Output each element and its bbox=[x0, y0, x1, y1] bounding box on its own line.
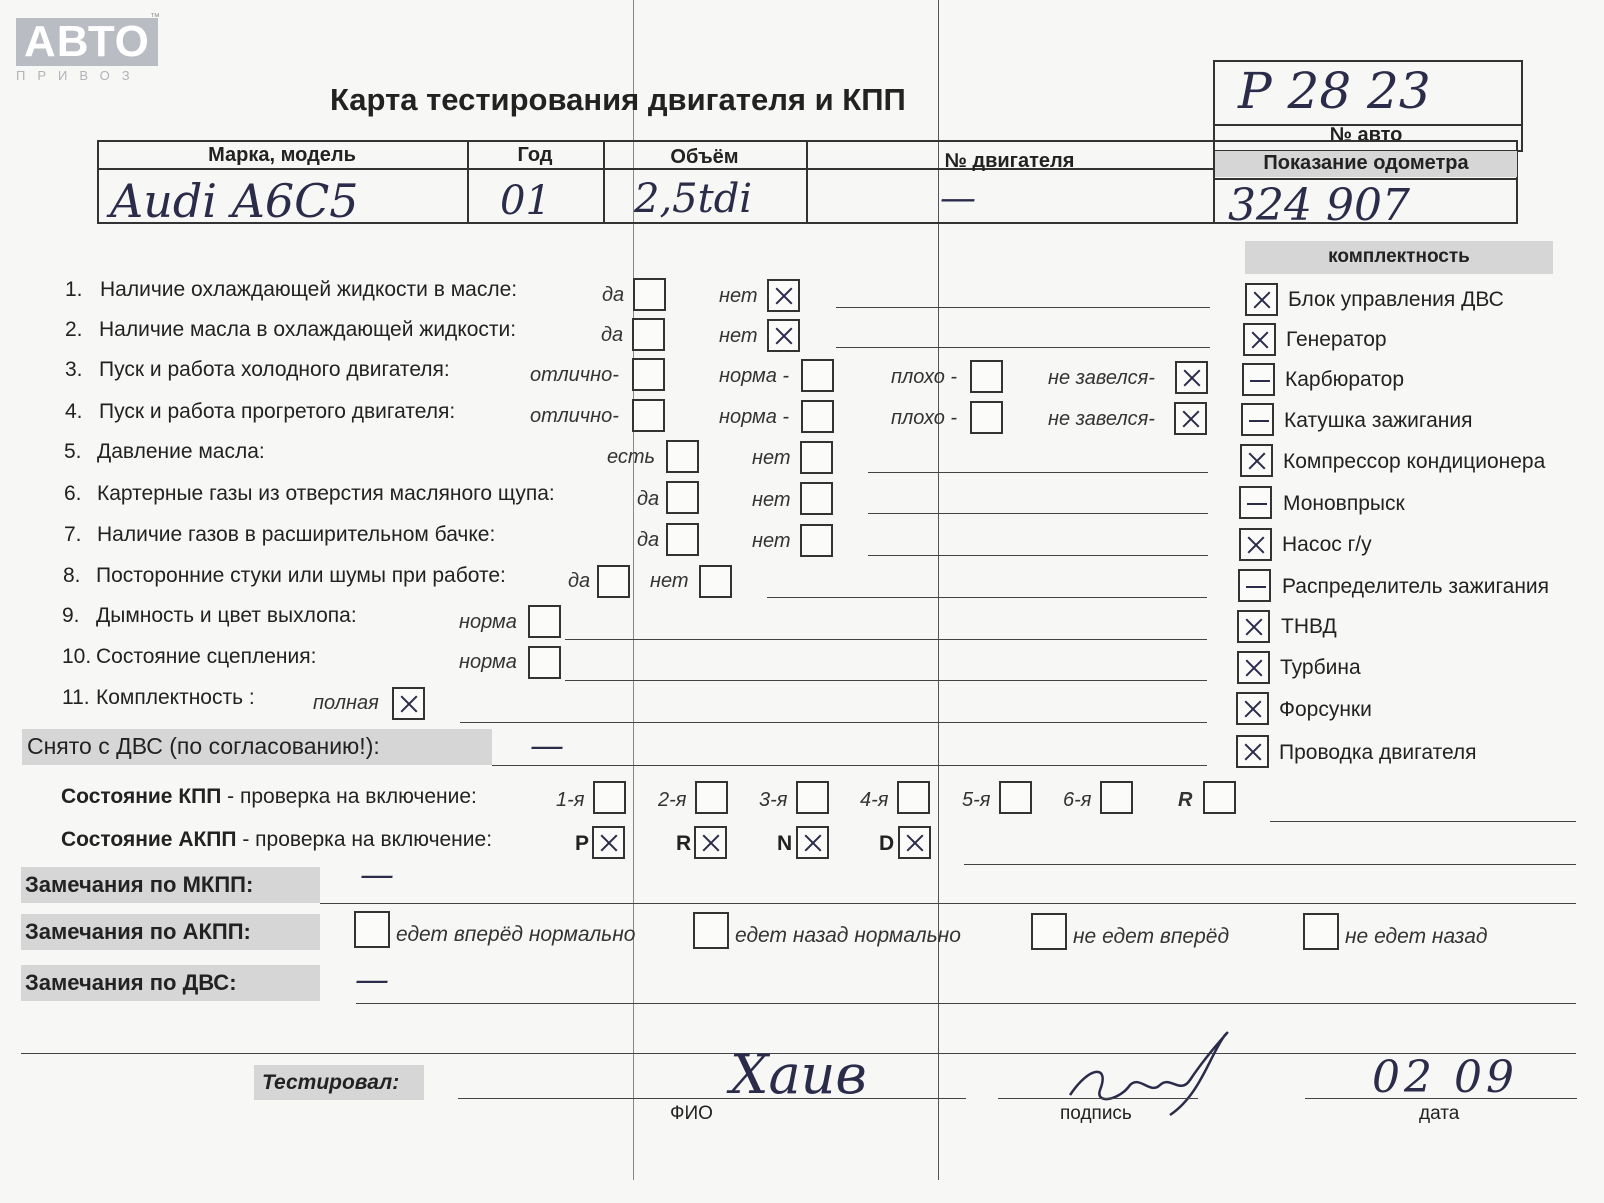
question-text: Комплектность : bbox=[96, 686, 255, 709]
completeness-item-wiring: Проводка двигателя bbox=[1279, 741, 1477, 764]
completeness-checkbox-distributor[interactable] bbox=[1238, 569, 1271, 602]
kpp-gear-3-checkbox[interactable] bbox=[796, 781, 829, 814]
q4-normal-checkbox[interactable] bbox=[801, 400, 834, 433]
kpp-label-bold: Состояние КПП bbox=[61, 785, 222, 808]
q7-no-checkbox[interactable] bbox=[800, 524, 833, 557]
completeness-checkbox-ps-pump[interactable] bbox=[1239, 528, 1272, 561]
remarks-mkpp-value: — bbox=[360, 855, 394, 895]
completeness-checkbox-generator[interactable] bbox=[1243, 323, 1276, 356]
question-text: Пуск и работа холодного двигателя: bbox=[99, 358, 450, 381]
q6-no-checkbox[interactable] bbox=[800, 482, 833, 515]
auto-number-label: № авто bbox=[1329, 124, 1403, 146]
question-text: Пуск и работа прогретого двигателя: bbox=[99, 400, 456, 423]
completeness-item-injection-pump: ТНВД bbox=[1281, 615, 1337, 638]
gear-label: 4-я bbox=[860, 789, 889, 811]
option-label: норма - bbox=[719, 406, 790, 428]
option-label: нет bbox=[650, 570, 689, 592]
option-label: норма - bbox=[719, 365, 790, 387]
removed-value: — bbox=[530, 726, 564, 766]
q10-normal-checkbox[interactable] bbox=[528, 646, 561, 679]
question-text: Наличие газов в расширительном бачке: bbox=[97, 523, 496, 546]
gear-label: R bbox=[676, 832, 692, 855]
option-label: нет bbox=[719, 285, 758, 307]
completeness-checkbox-ecu[interactable] bbox=[1245, 283, 1278, 316]
volume-label: Объём bbox=[670, 146, 739, 168]
q3-normal-checkbox[interactable] bbox=[801, 359, 834, 392]
option-label: да bbox=[602, 284, 625, 306]
q5-no-checkbox[interactable] bbox=[800, 441, 833, 474]
answer-line bbox=[492, 765, 1207, 766]
gear-label: 3-я bbox=[759, 789, 788, 811]
answer-line bbox=[964, 864, 1576, 865]
completeness-checkbox-wiring[interactable] bbox=[1236, 735, 1269, 768]
completeness-checkbox-carburetor[interactable] bbox=[1242, 363, 1275, 396]
logo-sub: ПРИВОЗ bbox=[16, 68, 142, 83]
remarks-akpp-label: Замечания по АКПП: bbox=[25, 919, 251, 944]
completeness-item-distributor: Распределитель зажигания bbox=[1282, 575, 1550, 598]
answer-line bbox=[1270, 821, 1576, 822]
question-text: Наличие масла в охлаждающей жидкости: bbox=[99, 318, 517, 341]
akpp-backward-normal-checkbox[interactable] bbox=[693, 912, 729, 949]
page-title: Карта тестирования двигателя и КПП bbox=[330, 82, 906, 117]
akpp-gear-d-checkbox[interactable] bbox=[898, 826, 931, 859]
q2-no-checkbox[interactable] bbox=[767, 319, 800, 352]
option-label: не завелся- bbox=[1048, 408, 1155, 430]
q11-full-checkbox[interactable] bbox=[392, 687, 425, 720]
answer-line bbox=[767, 597, 1207, 598]
option-label: нет bbox=[752, 447, 791, 469]
question-number: 7. bbox=[64, 523, 82, 546]
signature-label: подпись bbox=[1060, 1103, 1132, 1124]
answer-line bbox=[868, 513, 1208, 514]
kpp-gear-2-checkbox[interactable] bbox=[695, 781, 728, 814]
kpp-label bbox=[61, 785, 477, 809]
akpp-label-rest: - проверка на включение: bbox=[236, 828, 493, 851]
fio-line bbox=[458, 1098, 966, 1099]
completeness-checkbox-turbo[interactable] bbox=[1237, 651, 1270, 684]
akpp-gear-p-checkbox[interactable] bbox=[592, 826, 625, 859]
kpp-gear-1-checkbox[interactable] bbox=[593, 781, 626, 814]
q6-yes-checkbox[interactable] bbox=[666, 481, 699, 514]
odometer-label: Показание одометра bbox=[1263, 152, 1469, 174]
gear-label: N bbox=[777, 832, 793, 855]
akpp-no-forward-checkbox[interactable] bbox=[1031, 913, 1067, 950]
question-text: Картерные газы из отверстия масляного щупа: bbox=[97, 482, 555, 505]
q3-excellent-checkbox[interactable] bbox=[632, 358, 665, 391]
remarks-dvs-value: — bbox=[355, 960, 389, 1000]
q9-normal-checkbox[interactable] bbox=[528, 605, 561, 638]
gear-label: P bbox=[575, 832, 590, 855]
option-label: да bbox=[637, 488, 660, 510]
gear-label: 6-я bbox=[1063, 789, 1092, 811]
question-number: 1. bbox=[65, 278, 83, 301]
logo-text: АВТО bbox=[16, 18, 158, 66]
gear-label: 2-я bbox=[658, 789, 687, 811]
q2-yes-checkbox[interactable] bbox=[632, 318, 665, 351]
logo bbox=[16, 18, 158, 83]
q4-bad-checkbox[interactable] bbox=[970, 401, 1003, 434]
option-label: норма bbox=[459, 611, 517, 633]
answer-line bbox=[565, 639, 1207, 640]
question-number: 4. bbox=[65, 400, 83, 423]
question-number: 10. bbox=[62, 645, 92, 668]
akpp-forward-normal-checkbox[interactable] bbox=[354, 911, 390, 948]
completeness-item-coil: Катушка зажигания bbox=[1284, 409, 1473, 432]
logo-tm: ™ bbox=[150, 12, 160, 23]
option-label: полная bbox=[313, 692, 379, 714]
auto-number-value: P 28 23 bbox=[1238, 62, 1431, 120]
answer-line bbox=[868, 555, 1208, 556]
year-label: Год bbox=[517, 144, 553, 166]
odometer-value: 324 907 bbox=[1228, 180, 1410, 231]
question-text: Наличие охлаждающей жидкости в масле: bbox=[100, 278, 518, 301]
option-label: отлично- bbox=[530, 405, 619, 427]
kpp-gear-r-checkbox[interactable] bbox=[1203, 781, 1236, 814]
q8-yes-checkbox[interactable] bbox=[597, 565, 630, 598]
question-text: Дымность и цвет выхлопа: bbox=[96, 604, 357, 627]
akpp-forward-normal-label: едет вперёд нормально bbox=[396, 923, 636, 946]
completeness-item-ps-pump: Насос г/у bbox=[1282, 533, 1372, 556]
q4-no-start-checkbox[interactable] bbox=[1174, 402, 1207, 435]
q1-yes-checkbox[interactable] bbox=[633, 278, 666, 311]
question-number: 6. bbox=[64, 482, 82, 505]
option-label: да bbox=[637, 529, 660, 551]
q3-no-start-checkbox[interactable] bbox=[1175, 361, 1208, 394]
question-text: Состояние сцепления: bbox=[96, 645, 317, 668]
option-label: да bbox=[601, 324, 624, 346]
q1-no-checkbox[interactable] bbox=[767, 279, 800, 312]
answer-line bbox=[836, 307, 1210, 308]
option-label: да bbox=[568, 570, 591, 592]
option-label: нет bbox=[719, 325, 758, 347]
question-text: Давление масла: bbox=[97, 440, 265, 463]
kpp-label-rest: - проверка на включение: bbox=[221, 785, 477, 808]
signature-line bbox=[998, 1098, 1198, 1099]
q8-no-checkbox[interactable] bbox=[699, 565, 732, 598]
removed-label: Снято с ДВС (по согласованию!): bbox=[27, 733, 380, 759]
completeness-item-generator: Генератор bbox=[1286, 328, 1387, 351]
q7-yes-checkbox[interactable] bbox=[666, 523, 699, 556]
question-number: 8. bbox=[63, 564, 81, 587]
completeness-checkbox-ac-compressor[interactable] bbox=[1240, 444, 1273, 477]
option-label: норма bbox=[459, 651, 517, 673]
question-number: 2. bbox=[65, 318, 83, 341]
answer-line bbox=[320, 903, 1576, 904]
engine-number-value: — bbox=[940, 178, 976, 219]
completeness-item-turbo: Турбина bbox=[1280, 656, 1361, 679]
akpp-gear-n-checkbox[interactable] bbox=[796, 826, 829, 859]
make-model-label: Марка, модель bbox=[208, 144, 356, 166]
q3-bad-checkbox[interactable] bbox=[970, 360, 1003, 393]
option-label: нет bbox=[752, 489, 791, 511]
gear-label: R bbox=[1178, 789, 1193, 811]
completeness-checkbox-coil[interactable] bbox=[1241, 403, 1274, 436]
gear-label: 5-я bbox=[962, 789, 991, 811]
question-text: Посторонние стуки или шумы при работе: bbox=[96, 564, 506, 587]
akpp-label-bold: Состояние АКПП bbox=[61, 828, 237, 851]
option-label: плохо - bbox=[891, 366, 958, 388]
question-number: 3. bbox=[65, 358, 83, 381]
answer-line bbox=[356, 1003, 1576, 1004]
date-label: дата bbox=[1419, 1103, 1460, 1124]
engine-number-label: № двигателя bbox=[944, 150, 1075, 172]
completeness-item-carburetor: Карбюратор bbox=[1285, 368, 1405, 391]
option-label: плохо - bbox=[891, 407, 958, 429]
remarks-mkpp-label: Замечания по МКПП: bbox=[25, 872, 254, 897]
option-label: нет bbox=[752, 530, 791, 552]
answer-line bbox=[565, 680, 1207, 681]
question-number: 9. bbox=[62, 604, 80, 627]
akpp-no-forward-label: не едет вперёд bbox=[1073, 925, 1230, 948]
year-value: 01 bbox=[500, 178, 551, 224]
akpp-no-backward-label: не едет назад bbox=[1345, 925, 1488, 948]
question-number: 11. bbox=[62, 686, 90, 709]
akpp-label bbox=[61, 828, 492, 852]
akpp-backward-normal-label: едет назад нормально bbox=[735, 924, 961, 947]
option-label: не завелся- bbox=[1048, 367, 1155, 389]
volume-value: 2,5tdi bbox=[634, 176, 753, 222]
gear-label: 1-я bbox=[556, 789, 585, 811]
akpp-gear-r-checkbox[interactable] bbox=[694, 826, 727, 859]
answer-line bbox=[836, 347, 1210, 348]
kpp-gear-4-checkbox[interactable] bbox=[897, 781, 930, 814]
answer-line bbox=[460, 722, 1207, 723]
gear-label: D bbox=[879, 832, 895, 855]
remarks-dvs-label: Замечания по ДВС: bbox=[25, 970, 237, 995]
make-model-value: Audi A6C5 bbox=[110, 174, 359, 228]
tester-name: Хаив bbox=[730, 1043, 867, 1106]
tested-label: Тестировал: bbox=[262, 1071, 400, 1094]
answer-line bbox=[868, 472, 1208, 473]
question-number: 5. bbox=[64, 440, 82, 463]
q4-excellent-checkbox[interactable] bbox=[632, 399, 665, 432]
completeness-title: комплектность bbox=[1328, 246, 1470, 267]
kpp-gear-6-checkbox[interactable] bbox=[1100, 781, 1133, 814]
kpp-gear-5-checkbox[interactable] bbox=[999, 781, 1032, 814]
option-label: есть bbox=[607, 446, 656, 468]
completeness-item-ecu: Блок управления ДВС bbox=[1288, 288, 1504, 311]
completeness-checkbox-injectors[interactable] bbox=[1236, 692, 1269, 725]
completeness-item-monoinjection: Моновпрыск bbox=[1283, 492, 1405, 515]
q5-yes-checkbox[interactable] bbox=[666, 440, 699, 473]
completeness-item-ac-compressor: Компрессор кондиционера bbox=[1283, 450, 1546, 473]
completeness-checkbox-injection-pump[interactable] bbox=[1237, 610, 1270, 643]
date-line bbox=[1305, 1098, 1577, 1099]
option-label: отлично- bbox=[530, 364, 619, 386]
completeness-checkbox-monoinjection[interactable] bbox=[1239, 486, 1272, 519]
akpp-no-backward-checkbox[interactable] bbox=[1303, 913, 1339, 950]
fio-label: ФИО bbox=[670, 1103, 713, 1124]
date-value: 02 09 bbox=[1372, 1052, 1518, 1103]
completeness-item-injectors: Форсунки bbox=[1279, 698, 1372, 721]
